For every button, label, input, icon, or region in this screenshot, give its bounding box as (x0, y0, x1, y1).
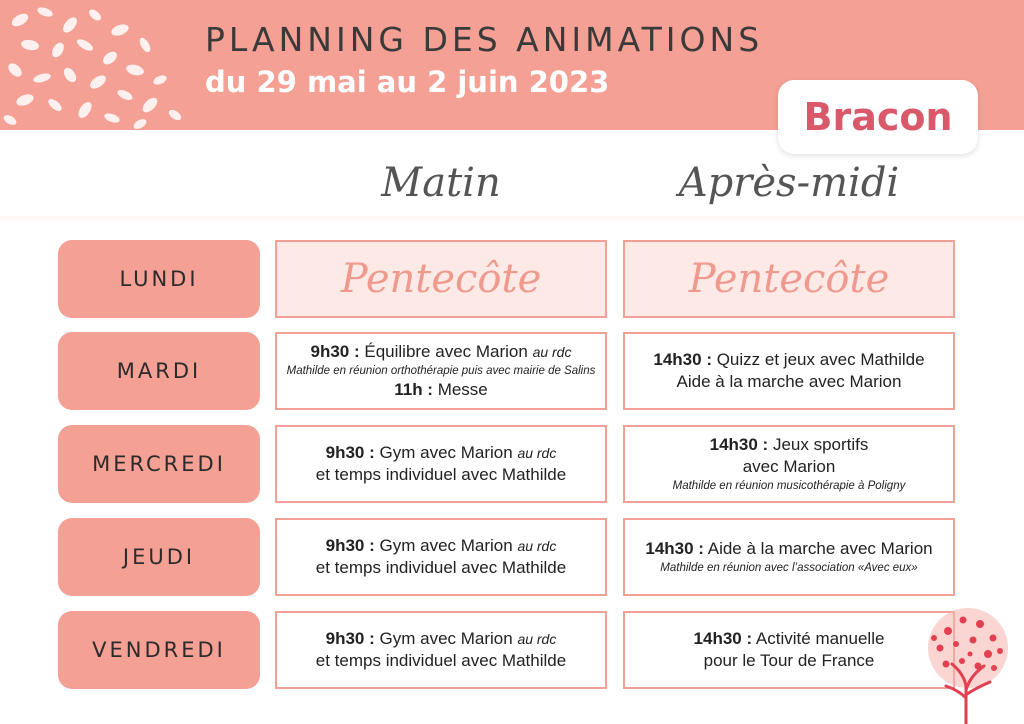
cell-mercredi-morning (275, 425, 607, 503)
meeting-note: Mathilde en réunion avec l’association «Avec eux» (660, 562, 918, 574)
cell-mardi-afternoon (623, 332, 955, 410)
holiday-label: Pentecôte (688, 256, 890, 302)
activity-line: avec Marion (742, 457, 836, 476)
activity-line: Aide à la marche avec Marion (676, 372, 902, 391)
activity-line: pour le Tour de France (703, 651, 875, 670)
cell-jeudi-afternoon (623, 518, 955, 596)
meeting-note: Mathilde en réunion orthothérapie puis avec mairie de Salins (286, 365, 596, 377)
day-label-vendredi: VENDREDI (58, 611, 260, 689)
holiday-label: Pentecôte (340, 256, 542, 302)
activity-line: 14h30 : Activité manuelle (693, 629, 885, 648)
activity-line: 14h30 : Quizz et jeux avec Mathilde (653, 350, 925, 369)
meeting-note: Mathilde en réunion musicothérapie à Poligny (672, 480, 906, 492)
cell-jeudi-morning (275, 518, 607, 596)
day-label-mardi: MARDI (58, 332, 260, 410)
day-label-mercredi: MERCREDI (58, 425, 260, 503)
activity-line: et temps individuel avec Mathilde (315, 651, 567, 670)
activity-line: et temps individuel avec Mathilde (315, 558, 567, 577)
activity-line: 9h30 : Gym avec Marion au rdc (325, 536, 557, 555)
activity-line: 9h30 : Gym avec Marion au rdc (325, 629, 557, 648)
date-range: du 29 mai au 2 juin 2023 (205, 65, 610, 99)
location-badge: Bracon (778, 80, 978, 154)
activity-line: 11h : Messe (394, 380, 488, 399)
day-label-jeudi: JEUDI (58, 518, 260, 596)
column-title-morning: Matin (381, 160, 501, 206)
cell-mercredi-afternoon (623, 425, 955, 503)
activity-line: 9h30 : Gym avec Marion au rdc (325, 443, 557, 462)
column-title-afternoon: Après-midi (678, 160, 900, 206)
activity-line: 14h30 : Jeux sportifs (709, 435, 869, 454)
column-divider (0, 216, 1024, 224)
day-label-lundi: LUNDI (58, 240, 260, 318)
page-title: PLANNING DES ANIMATIONS (205, 20, 764, 59)
cell-mardi-morning (275, 332, 607, 410)
cell-vendredi-afternoon (623, 611, 955, 689)
heart-tree-icon (918, 606, 1018, 724)
cell-vendredi-morning (275, 611, 607, 689)
cell-lundi-afternoon (623, 240, 955, 318)
cell-lundi-morning (275, 240, 607, 318)
leaf-cluster-icon (0, 0, 200, 130)
activity-line: 14h30 : Aide à la marche avec Marion (645, 539, 933, 558)
activity-line: 9h30 : Équilibre avec Marion au rdc (310, 342, 572, 361)
activity-line: et temps individuel avec Mathilde (315, 465, 567, 484)
